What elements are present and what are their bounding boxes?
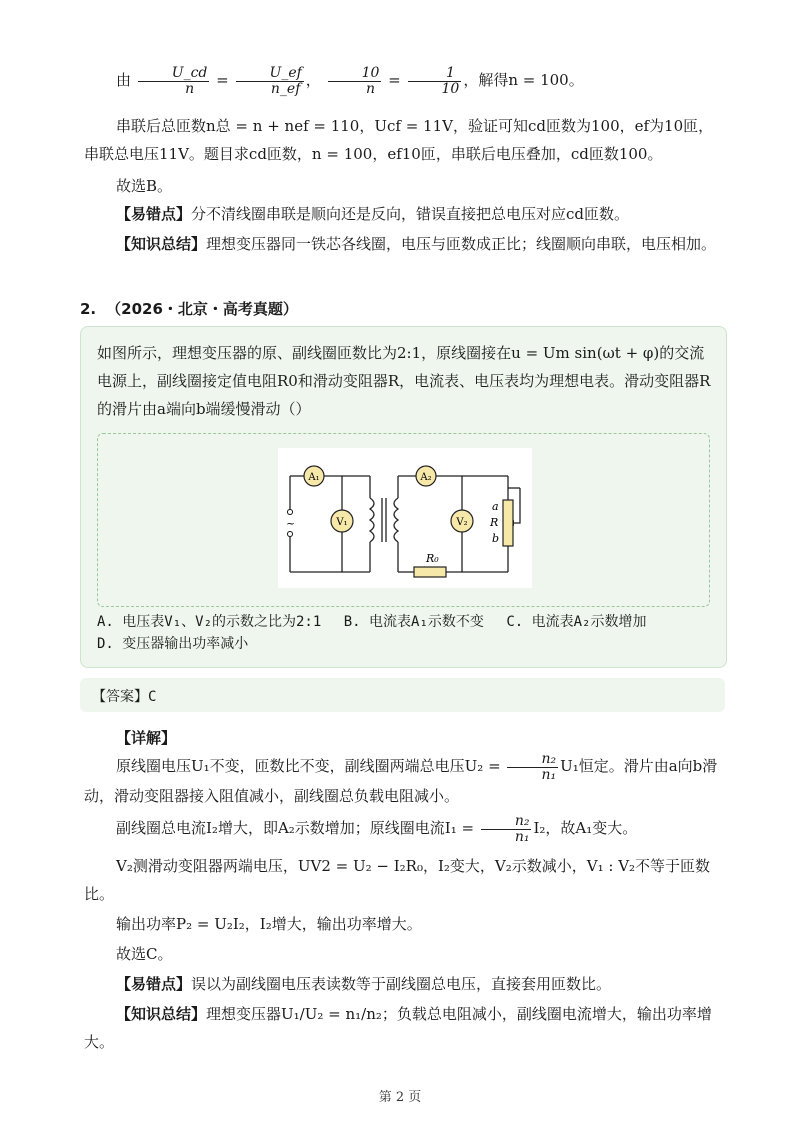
summary-note: 【知识总结】理想变压器同一铁芯各线圈，电压与匝数成正比；线圈顺向串联，电压相加。: [116, 235, 717, 253]
solution-p3: V₂测滑动变阻器两端电压，UV2 = U₂ − I₂R₀，I₂变大，V₂示数减小，V₁ : V₂不等于匝数比。: [84, 857, 711, 903]
question-stem: 如图所示，理想变压器的原、副线圈匝数比为2:1，原线圈接在u = Um sin(ωt + φ)的交流电源上，副线圈接定值电阻R0和滑动变阻器R，电流表、电压表均为理想电表。滑动变阻器R的滑片由a端向b端缓慢滑动（）: [97, 344, 711, 418]
answer-text: 【答案】C: [92, 689, 157, 705]
svg-text:a: a: [492, 500, 499, 513]
svg-text:R: R: [490, 516, 499, 529]
ammeter-a1: [304, 466, 324, 486]
circuit-diagram: [278, 448, 532, 588]
rheostat-r: [489, 500, 513, 546]
question-box: [80, 326, 727, 668]
option-c[interactable]: C. 电流表A₂示数增加: [506, 614, 647, 630]
option-d[interactable]: D. 变压器输出功率减小: [97, 636, 249, 652]
voltmeter-v2: [451, 510, 473, 532]
ammeter-a2: [416, 466, 436, 486]
svg-text:A₂: A₂: [420, 472, 432, 483]
fraction: $\frac{U\_ef}{n\_ef}$: [236, 66, 304, 96]
question-header: 2. （2026・北京・高考真题）: [80, 300, 298, 318]
solution-mistake: 【易错点】误以为副线圈电压表读数等于副线圈总电压，直接套用匝数比。: [116, 975, 612, 993]
series-turns-text: 串联后总匝数n总 = n + nef = 110，Ucf = 11V，验证可知cd匝数为100，ef为10匝，串联总电压11V。题目求cd匝数，n = 100，ef10匝，串联后电压叠加，cd匝数100。: [84, 117, 714, 163]
solution-summary: 【知识总结】理想变压器U₁/U₂ = n₁/n₂；负载总电阻减小，副线圈电流增大，输出功率增大。: [84, 1005, 712, 1051]
svg-text:b: b: [492, 532, 500, 545]
resistor-r0: [414, 552, 446, 577]
fraction: $\frac{10}{n}$: [328, 66, 382, 96]
fraction: $\frac{U\_cd}{n}$: [138, 66, 210, 96]
option-a[interactable]: A. 电压表V₁、V₂的示数之比为2:1: [97, 614, 322, 630]
solution-p4: 输出功率P₂ = U₂I₂，I₂增大，输出功率增大。: [116, 915, 422, 933]
solution-p1: 原线圈电压U₁不变，匝数比不变，副线圈两端总电压U₂ = $\frac{\text{n₂}}{\text{n₁}}$ U₁恒定。滑片由a向b滑动，滑动变阻器接入阻值减小，副线圈总负载电阻减小。: [84, 751, 718, 806]
fraction: $\frac{1}{10}$: [408, 66, 462, 96]
options-list: [97, 611, 712, 655]
svg-text:V₁: V₁: [336, 517, 348, 528]
voltmeter-v1: [331, 510, 353, 532]
answer-box: [80, 678, 725, 712]
svg-text:A₁: A₁: [308, 472, 320, 483]
ac-source-symbol: ~: [286, 517, 296, 530]
line-ratio-equation: 由 $\frac{U\_cd}{n}$ = $\frac{U\_ef}{n\_ef}$ ， $\frac{10}{n}$ = $\frac{1}{10}$ ，解得n = 100。: [116, 65, 584, 97]
page-number: 第 2 页: [378, 1090, 422, 1105]
figure-frame: [97, 433, 710, 607]
option-b[interactable]: B. 电流表A₁示数不变: [343, 614, 484, 630]
solution-p2: 副线圈总电流I₂增大，即A₂示数增加；原线圈电流I₁ = $\frac{\text{n₂}}{\text{n₁}}$ I₂，故A₁变大。: [116, 813, 638, 845]
fraction: $\frac{\text{n₂}}{\text{n₁}}$: [507, 752, 558, 782]
mistake-note: 【易错点】分不清线圈串联是顺向还是反向，错误直接把总电压对应cd匝数。: [116, 205, 630, 223]
choice-b-text: 故选B。: [116, 177, 173, 195]
solution-heading: 【详解】: [116, 729, 177, 747]
svg-text:R₀: R₀: [426, 552, 439, 565]
solution-p5: 故选C。: [116, 945, 173, 963]
svg-text:V₂: V₂: [456, 517, 468, 528]
fraction: $\frac{\text{n₂}}{\text{n₁}}$: [481, 814, 532, 844]
